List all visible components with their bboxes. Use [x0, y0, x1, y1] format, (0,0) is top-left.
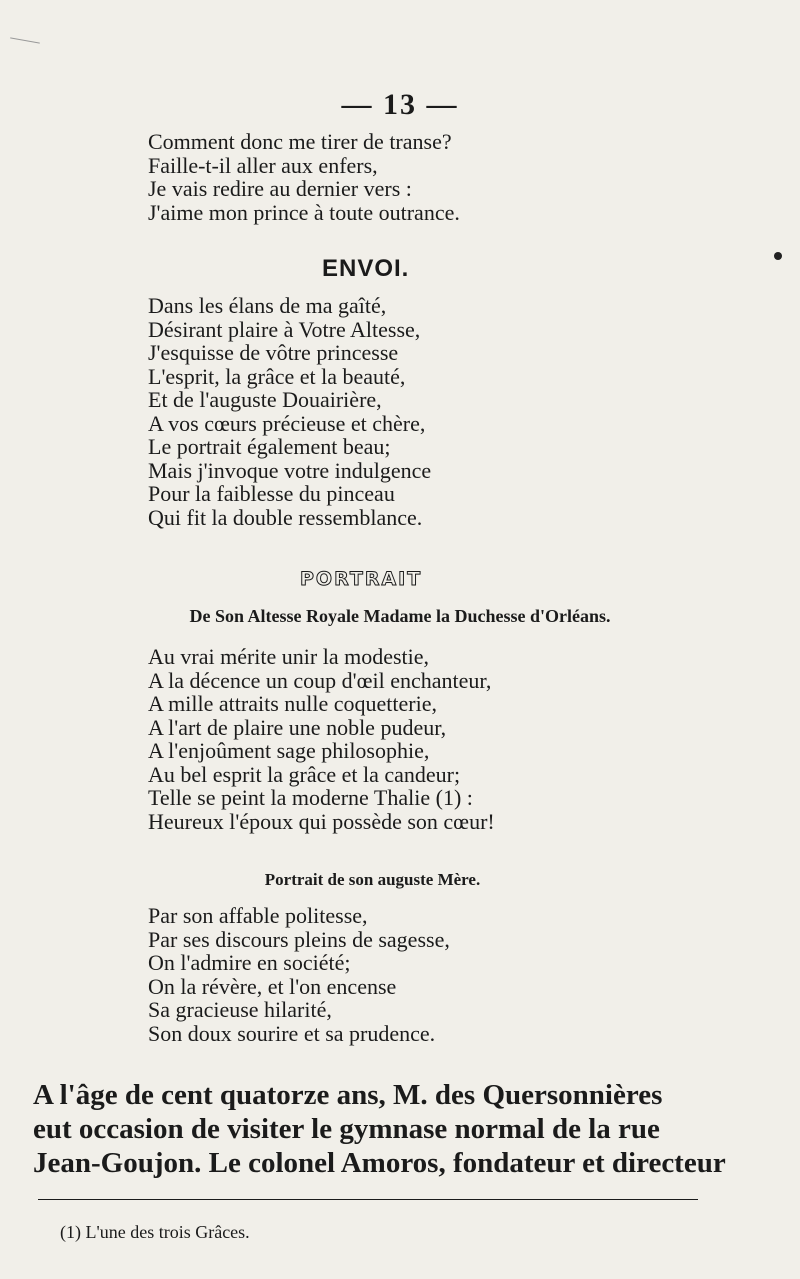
page-number: — 13 — — [341, 88, 459, 121]
verse-line: Le portrait également beau; — [148, 434, 391, 459]
mother-stanza — [148, 904, 450, 1045]
verse-line: Comment donc me tirer de transe? — [148, 129, 452, 154]
verse-line: On l'admire en société; — [148, 950, 351, 975]
verse-line: A l'enjoûment sage philosophie, — [148, 738, 430, 763]
verse-line: Qui fit la double ressemblance. — [148, 504, 423, 530]
footnote: (1) L'une des trois Grâces. — [60, 1222, 250, 1242]
prose-paragraph — [33, 1078, 726, 1180]
verse-line: Par ses discours pleins de sagesse, — [148, 926, 450, 952]
verse-line: Par son affable politesse, — [148, 903, 368, 928]
prose-line: Jean-Goujon. Le colonel Amoros, fondateur et directeur — [33, 1147, 726, 1179]
verse-line: A l'art de plaire une noble pudeur, — [148, 714, 447, 740]
verse-line: A mille attraits nulle coquetterie, — [148, 691, 437, 716]
portrait-stanza — [148, 645, 495, 833]
verse-line: Et de l'auguste Douairière, — [148, 387, 382, 412]
verse-line: Désirant plaire à Votre Altesse, — [148, 316, 421, 342]
verse-line: On la révère, et l'on encense — [148, 973, 397, 999]
footnote-rule — [38, 1199, 698, 1200]
verse-line: Mais j'invoque votre indulgence — [148, 457, 432, 483]
envoi-stanza — [148, 294, 431, 529]
margin-mark — [10, 37, 40, 43]
verse-line: A vos cœurs précieuse et chère, — [148, 410, 426, 436]
portrait-heading: PORTRAIT — [300, 568, 423, 590]
verse-line: Son doux sourire et sa prudence. — [148, 1020, 436, 1046]
portrait-dedication: De Son Altesse Royale Madame la Duchesse d'Orléans. — [189, 606, 611, 626]
verse-line: Au vrai mérite unir la modestie, — [148, 644, 430, 669]
verse-line: Pour la faiblesse du pinceau — [148, 481, 395, 506]
prose-line: A l'âge de cent quatorze ans, M. des Quersonnières — [33, 1079, 663, 1111]
verse-line: Au bel esprit la grâce et la candeur; — [148, 761, 461, 787]
verse-line: Heureux l'époux qui possède son cœur! — [148, 808, 495, 834]
verse-line: J'esquisse de vôtre princesse — [148, 340, 399, 365]
verse-line: J'aime mon prince à toute outrance. — [148, 199, 460, 225]
verse-line: Telle se peint la moderne Thalie (1) : — [148, 785, 473, 810]
ink-spot — [774, 252, 782, 260]
verse-line: Faille-t-il aller aux enfers, — [148, 152, 378, 178]
verse-line: Je vais redire au dernier vers : — [148, 176, 412, 201]
verse-line: L'esprit, la grâce et la beauté, — [148, 363, 406, 389]
mother-heading: Portrait de son auguste Mère. — [264, 870, 481, 889]
verse-line: Sa gracieuse hilarité, — [148, 997, 332, 1022]
verse-line: A la décence un coup d'œil enchanteur, — [148, 667, 492, 693]
envoi-heading: ENVOI. — [322, 255, 410, 282]
prose-line: eut occasion de visiter le gymnase normal de la rue — [33, 1113, 660, 1145]
stanza-top — [148, 130, 460, 224]
verse-line: Dans les élans de ma gaîté, — [148, 293, 387, 318]
